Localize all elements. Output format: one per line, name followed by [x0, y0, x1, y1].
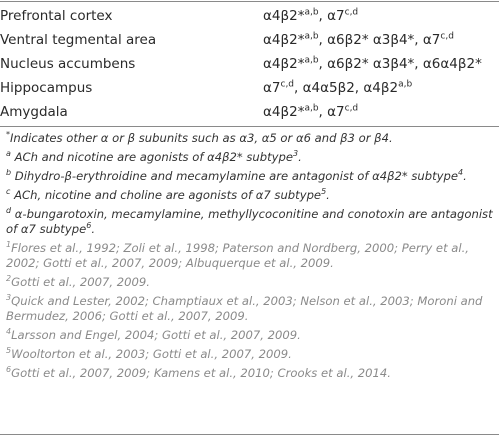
table-bottom-rule [0, 126, 499, 127]
superscript-marker: c,d [344, 7, 359, 18]
receptor-subunits-cell [263, 4, 499, 28]
brain-region-cell: Hippocampus [0, 80, 93, 96]
reference-footnote [6, 275, 494, 290]
table-body [0, 4, 499, 124]
text-run: . [91, 222, 95, 236]
table-row [0, 76, 499, 100]
receptor-subunits-cell [263, 100, 499, 124]
superscript-marker: 3 [293, 149, 299, 159]
receptor-subunits-cell [263, 52, 499, 76]
superscript-marker: 3 [6, 293, 12, 303]
superscript-marker: 2 [6, 274, 12, 284]
subunit-table [0, 4, 499, 124]
text-run: . [463, 169, 467, 183]
table-top-rule [0, 1, 499, 2]
superscript-marker: 5 [321, 187, 327, 197]
superscript-marker: c,d [440, 31, 454, 42]
footnotes [6, 131, 494, 385]
brain-region-cell: Prefrontal cortex [0, 8, 113, 24]
reference-footnote [6, 328, 494, 343]
reference-footnote [6, 366, 494, 381]
brain-region-cell: Amygdala [0, 104, 68, 120]
table-row [0, 28, 499, 52]
text-run: , α6β2* α3β4*, α7 [318, 32, 441, 48]
explanatory-footnote [6, 150, 494, 165]
table-row [0, 52, 499, 76]
superscript-marker: 4 [458, 168, 464, 178]
superscript-marker: 1 [6, 240, 12, 250]
superscript-marker: c,d [280, 79, 295, 90]
text-run: Quick and Lester, 2002; Champtiaux et al., 2003; Nelson et al., 2003; Moroni and Bermudez, 2006; Gotti et al., 2007, 2009. [6, 294, 483, 323]
footnotes-bottom-rule [0, 434, 499, 435]
text-run: , α7 [318, 8, 345, 24]
brain-region-cell: Nucleus accumbens [0, 56, 136, 72]
superscript-marker: 4 [6, 327, 12, 337]
text-run: ACh and nicotine are agonists of α4β2* subtype [10, 150, 294, 164]
text-run: Indicates other α or β subunits such as α3, α5 or α6 and β3 or β4. [10, 131, 393, 145]
superscript-marker: a,b [304, 7, 319, 18]
brain-region-cell: Ventral tegmental area [0, 32, 157, 48]
receptor-subunits-cell [263, 76, 499, 100]
explanatory-footnote [6, 188, 494, 203]
superscript-marker: b [6, 168, 12, 178]
superscript-marker: a,b [304, 55, 319, 66]
superscript-marker: c,d [344, 103, 359, 114]
receptor-subunits-cell [263, 28, 499, 52]
superscript-marker: d [6, 206, 12, 216]
text-run: α4β2* [263, 56, 305, 72]
text-run: . [298, 150, 302, 164]
text-run: Larsson and Engel, 2004; Gotti et al., 2007, 2009. [11, 328, 301, 342]
superscript-marker: c [6, 187, 11, 197]
reference-footnote [6, 347, 494, 362]
text-run: α4β2* [263, 104, 305, 120]
table-row [0, 100, 499, 124]
explanatory-footnote [6, 169, 494, 184]
reference-footnote [6, 241, 494, 271]
table-row [0, 4, 499, 28]
text-run: , α6β2* α3β4*, α6α4β2* [318, 56, 482, 72]
text-run: , α7 [318, 104, 345, 120]
superscript-marker: 6 [6, 365, 12, 375]
superscript-marker: * [6, 130, 10, 140]
explanatory-footnote [6, 131, 494, 146]
superscript-marker: a [6, 149, 11, 159]
text-run: , α4α5β2, α4β2 [294, 80, 399, 96]
superscript-marker: a,b [398, 79, 413, 90]
text-run: α-bungarotoxin, mecamylamine, methyllycoconitine and conotoxin are antagonist of α7 subtype [6, 207, 493, 236]
text-run: ACh, nicotine and choline are agonists of α7 subtype [10, 188, 322, 202]
text-run: Gotti et al., 2007, 2009; Kamens et al., 2010; Crooks et al., 2014. [11, 366, 391, 380]
superscript-marker: 6 [86, 221, 92, 231]
superscript-marker: a,b [304, 103, 319, 114]
explanatory-footnote [6, 207, 494, 237]
text-run: α4β2* [263, 32, 305, 48]
superscript-marker: a,b [304, 31, 319, 42]
text-run: α7 [263, 80, 281, 96]
reference-footnote [6, 294, 494, 324]
text-run: α4β2* [263, 8, 305, 24]
text-run: Wooltorton et al., 2003; Gotti et al., 2007, 2009. [11, 347, 292, 361]
text-run: Gotti et al., 2007, 2009. [11, 275, 150, 289]
text-run: . [326, 188, 330, 202]
superscript-marker: 5 [6, 346, 12, 356]
text-run: Dihydro-β-erythroidine and mecamylamine are antagonist of α4β2* subtype [11, 169, 459, 183]
text-run: Flores et al., 1992; Zoli et al., 1998; Paterson and Nordberg, 2000; Perry et al., 2002; Gotti et al., 2007, 2009; Albuquerque et al., 2009. [6, 241, 469, 270]
